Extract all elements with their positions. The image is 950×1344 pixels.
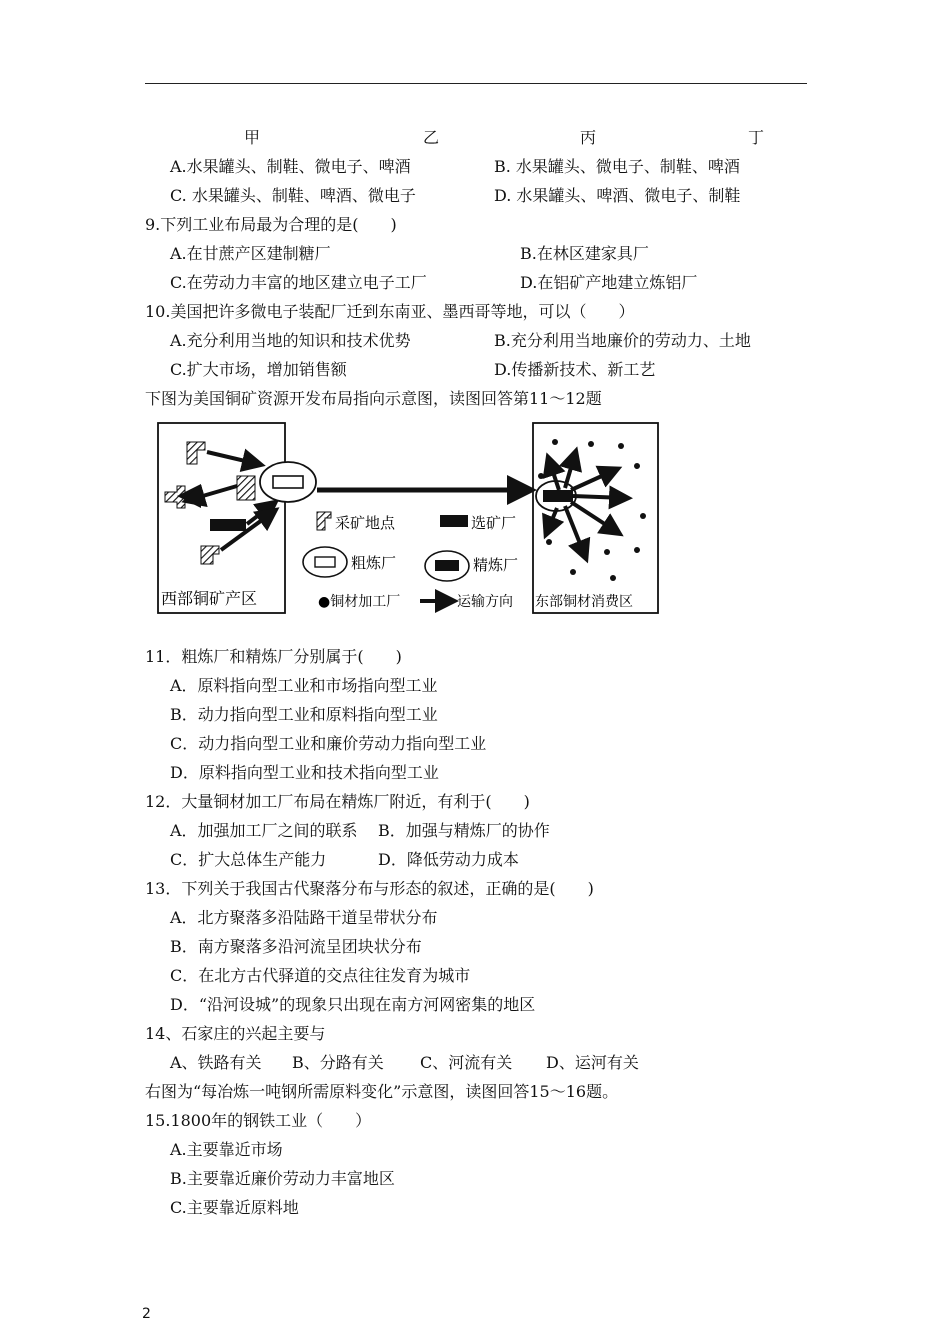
q10-option-b: B.充分利用当地廉价的劳动力、土地 <box>494 331 751 350</box>
legend-rough-label: 粗炼厂 <box>351 554 397 572</box>
q15-option-a: A.主要靠近市场 <box>170 1140 283 1159</box>
q9-option-d: D.在铝矿产地建立炼铝厂 <box>520 273 698 292</box>
q11-stem: 11．粗炼厂和精炼厂分别属于( ) <box>145 647 402 666</box>
page-number: 2 <box>142 1306 151 1322</box>
header-rule <box>145 83 807 84</box>
q14-option-d: D、运河有关 <box>546 1053 639 1072</box>
legend-mine-icon <box>317 512 331 530</box>
q10-option-a: A.充分利用当地的知识和技术优势 <box>170 331 411 350</box>
label-jia: 甲 <box>244 128 261 147</box>
q12-option-b: B．加强与精炼厂的协作 <box>378 821 550 840</box>
legend-arrow-label: 运输方向 <box>457 594 513 610</box>
q12-option-d: D．降低劳动力成本 <box>378 850 519 869</box>
q13-option-d: D．“沿河设城”的现象只出现在南方河网密集的地区 <box>170 995 536 1014</box>
figure-intro: 下图为美国铜矿资源开发布局指向示意图，读图回答第11～12题 <box>145 389 602 408</box>
q15-option-b: B.主要靠近廉价劳动力丰富地区 <box>170 1169 395 1188</box>
q11-option-c: C．动力指向型工业和廉价劳动力指向型工业 <box>170 734 487 753</box>
q9-option-c: C.在劳动力丰富的地区建立电子工厂 <box>170 273 427 292</box>
west-region-label: 西部铜矿产区 <box>161 589 258 608</box>
q10-stem: 10.美国把许多微电子装配厂迁到东南亚、墨西哥等地，可以（ ） <box>145 302 635 321</box>
q12-stem: 12．大量铜材加工厂布局在精炼厂附近，有利于( ) <box>145 792 530 811</box>
q11-option-a: A．原料指向型工业和市场指向型工业 <box>170 676 438 695</box>
q11-option-d: D．原料指向型工业和技术指向型工业 <box>170 763 439 782</box>
q8-option-a: A.水果罐头、制鞋、微电子、啤酒 <box>170 157 411 176</box>
q9-option-a: A.在甘蔗产区建制糖厂 <box>170 244 331 263</box>
q14-option-b: B、分路有关 <box>292 1053 384 1072</box>
q15-option-c: C.主要靠近原料地 <box>170 1198 299 1217</box>
q15-stem: 15.1800年的钢铁工业（ ） <box>145 1111 372 1130</box>
q9-option-b: B.在林区建家具厂 <box>520 244 649 263</box>
q8-option-b: B. 水果罐头、微电子、制鞋、啤酒 <box>494 157 740 176</box>
q14-option-c: C、河流有关 <box>420 1053 513 1072</box>
q9-stem: 9.下列工业布局最为合理的是( ) <box>145 215 397 234</box>
legend-plant-label: ●铜材加工厂 <box>318 594 401 610</box>
label-ding: 丁 <box>748 128 765 147</box>
legend-dressing-icon <box>440 515 468 527</box>
transport-arrow-icon <box>185 452 273 550</box>
east-region-label: 东部铜材消费区 <box>535 594 633 610</box>
legend-dressing-label: 选矿厂 <box>471 514 517 532</box>
q13-option-b: B．南方聚落多沿河流呈团块状分布 <box>170 937 422 956</box>
legend-fine-label: 精炼厂 <box>473 556 519 574</box>
q8-option-d: D. 水果罐头、啤酒、微电子、制鞋 <box>494 186 741 205</box>
copper-layout-figure <box>155 420 665 616</box>
label-yi: 乙 <box>423 128 440 147</box>
q13-option-c: C．在北方古代驿道的交点往往发育为城市 <box>170 966 471 985</box>
q15-intro: 右图为“每冶炼一吨钢所需原料变化”示意图，读图回答15～16题。 <box>145 1082 619 1101</box>
q10-option-c: C.扩大市场，增加销售额 <box>170 360 347 379</box>
q11-option-b: B．动力指向型工业和原料指向型工业 <box>170 705 438 724</box>
q8-option-c: C. 水果罐头、制鞋、啤酒、微电子 <box>170 186 416 205</box>
q14-option-a: A、铁路有关 <box>170 1053 262 1072</box>
q12-option-c: C．扩大总体生产能力 <box>170 850 327 869</box>
q13-stem: 13．下列关于我国古代聚落分布与形态的叙述，正确的是( ) <box>145 879 594 898</box>
legend-mine-label: 采矿地点 <box>335 514 396 532</box>
dressing-plant-icon <box>210 519 246 531</box>
label-bing: 丙 <box>580 128 597 147</box>
q12-option-a: A．加强加工厂之间的联系 <box>170 821 358 840</box>
q13-option-a: A．北方聚落多沿陆路干道呈带状分布 <box>170 908 438 927</box>
q14-stem: 14、石家庄的兴起主要与 <box>145 1024 326 1043</box>
q10-option-d: D.传播新技术、新工艺 <box>494 360 656 379</box>
